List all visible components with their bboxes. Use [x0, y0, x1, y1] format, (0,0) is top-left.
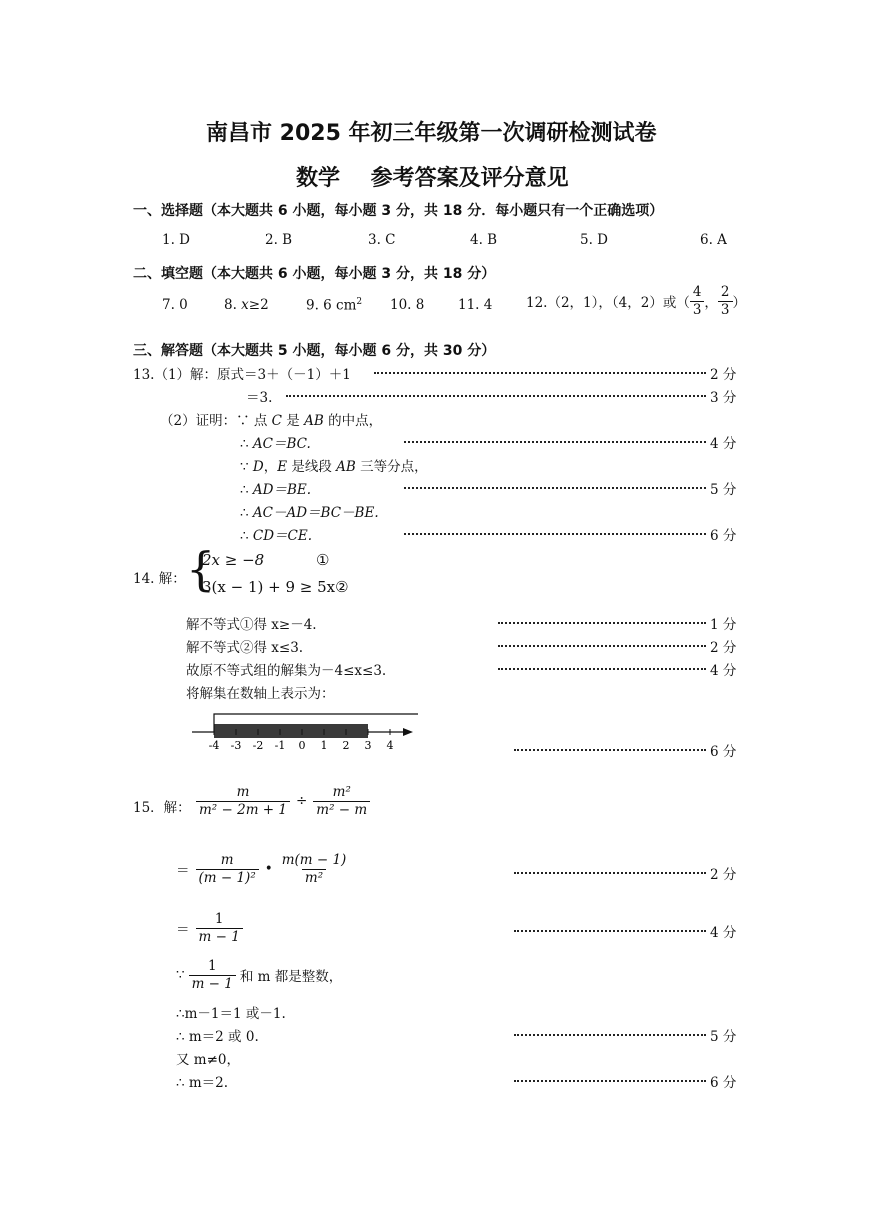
- dot-leader: [514, 928, 706, 932]
- q14-line2: 解不等式②得 x≤3.: [186, 640, 304, 656]
- score-mark: 6 分: [710, 1075, 737, 1091]
- because-symbol: ∵: [176, 967, 185, 984]
- score-mark: 4 分: [710, 436, 737, 452]
- answer-12-prefix: 12.（2，1），（4，2）或（: [526, 295, 690, 312]
- dot-leader: [404, 485, 706, 489]
- q13-part2-line2: [240, 432, 311, 452]
- system-brace: {: [186, 542, 216, 596]
- score-mark: 6 分: [710, 528, 737, 544]
- answer-10: 10. 8: [390, 297, 425, 313]
- answer-12-suffix: ）: [732, 295, 747, 312]
- dot-leader: [498, 643, 706, 647]
- fraction-denominator: (m − 1)²: [196, 869, 259, 887]
- fraction-denominator: 3: [718, 301, 733, 319]
- answer-12-comma: ，: [704, 295, 718, 312]
- q13-part1-line1: 13.（1）解：原式＝3＋（－1）＋1: [133, 367, 351, 383]
- fraction-numerator: m(m − 1): [281, 852, 347, 868]
- dot-leader: [404, 439, 706, 443]
- fraction-numerator: m: [220, 852, 234, 868]
- answer-9-exponent: 2: [356, 297, 363, 307]
- tick-label: 2: [342, 739, 350, 752]
- divide-symbol: ÷: [295, 793, 308, 810]
- score-mark: 3 分: [710, 390, 737, 406]
- point-label: C: [271, 413, 283, 429]
- answer-12-fraction-2: [718, 284, 733, 319]
- answer-8: [224, 297, 269, 313]
- segment-label: AB: [336, 459, 356, 475]
- fraction-numerator: 1: [207, 958, 217, 974]
- dot-leader: [374, 370, 706, 374]
- point-label: E: [277, 459, 288, 475]
- therefore-symbol: ∴: [240, 482, 249, 498]
- q15-step3: [176, 958, 342, 993]
- answer-3: 3. C: [368, 232, 396, 248]
- fraction-numerator: 2: [720, 284, 730, 300]
- fraction: [279, 852, 350, 887]
- answer-2: 2. B: [265, 232, 293, 248]
- section-heading-fill: 二、填空题（本大题共 6 小题，每小题 3 分，共 18 分）: [133, 266, 496, 282]
- statement: 和 m 都是整数，: [239, 969, 343, 986]
- score-mark: 2 分: [710, 367, 737, 383]
- dot-leader: [514, 870, 706, 874]
- text: （2）证明：∵ 点: [160, 413, 272, 429]
- fraction-denominator: m²: [302, 869, 326, 887]
- q14-line4: 将解集在数轴上表示为：: [186, 686, 335, 702]
- answer-1: 1. D: [162, 232, 190, 248]
- text: 是: [282, 413, 305, 429]
- multiply-symbol: •: [264, 861, 273, 878]
- tick-label: 1: [320, 739, 328, 752]
- page-title: 南昌市 2025 年初三年级第一次调研检测试卷: [206, 121, 657, 146]
- answer-4: 4. B: [470, 232, 498, 248]
- q13-part2-line6: [240, 524, 312, 544]
- score-mark: 6 分: [710, 744, 737, 760]
- dot-leader: [514, 1032, 706, 1036]
- q13-part2-line3: [240, 455, 428, 475]
- answer-12-fraction-1: [690, 284, 705, 319]
- number-line-figure: [188, 708, 418, 758]
- score-mark: 2 分: [710, 867, 737, 883]
- q14-label: 14. 解：: [133, 571, 186, 587]
- fraction-numerator: m²: [332, 784, 351, 800]
- tick-label: 0: [298, 739, 306, 752]
- fraction: [196, 852, 259, 887]
- score-mark: 2 分: [710, 640, 737, 656]
- answer-7: 7. 0: [162, 297, 188, 313]
- fraction-numerator: 4: [692, 284, 702, 300]
- fraction-denominator: 3: [690, 301, 705, 319]
- solution-set-bar: [214, 724, 368, 738]
- q13-part2-line1: [160, 409, 382, 429]
- dot-leader: [498, 620, 706, 624]
- q15-step5: ∴ m＝2 或 0.: [176, 1029, 259, 1045]
- answer-8-variable: x: [241, 297, 249, 313]
- fraction-numerator: m: [236, 784, 250, 800]
- therefore-symbol: ∴: [240, 505, 249, 521]
- tick-label: 4: [386, 739, 394, 752]
- tick-label: 3: [364, 739, 372, 752]
- q15-step2: [176, 911, 243, 946]
- fraction-denominator: m² − m: [313, 801, 370, 819]
- q14-inequality-1: [202, 551, 264, 569]
- score-mark: 5 分: [710, 1029, 737, 1045]
- q14-line1: 解不等式①得 x≥－4.: [186, 617, 317, 633]
- fraction-denominator: m² − 2m + 1: [196, 801, 290, 819]
- dot-leader: [514, 1078, 706, 1082]
- text: 是线段: [287, 459, 337, 475]
- section-heading-solve: 三、解答题（本大题共 5 小题，每小题 6 分，共 30 分）: [133, 343, 496, 359]
- statement: CD＝CE.: [252, 528, 313, 544]
- fraction-numerator: 1: [214, 911, 224, 927]
- q15-step6: 又 m≠0，: [176, 1052, 240, 1068]
- inequality: 2x ≥ −8: [202, 551, 265, 569]
- answer-5: 5. D: [580, 232, 608, 248]
- answer-9-value: 9. 6 cm: [306, 297, 357, 314]
- dot-leader: [404, 531, 706, 535]
- therefore-symbol: ∴: [240, 528, 249, 544]
- q13-part1-line2: ＝3.: [246, 390, 273, 406]
- answer-12: [526, 284, 746, 319]
- fraction: [196, 911, 243, 946]
- q14-line3: 故原不等式组的解集为－4≤x≤3.: [186, 663, 387, 679]
- answer-6: 6. A: [700, 232, 727, 248]
- q15-step1: [176, 852, 349, 887]
- fraction-denominator: m − 1: [196, 928, 243, 946]
- answer-9: [306, 297, 362, 314]
- score-mark: 5 分: [710, 482, 737, 498]
- equals-symbol: ＝: [176, 863, 190, 880]
- q15-label: 15．解：: [133, 800, 191, 816]
- equals-symbol: ＝: [176, 922, 190, 939]
- fraction: [313, 784, 370, 819]
- answer-8-prefix: 8.: [224, 297, 242, 313]
- page-subtitle: 数学 参考答案及评分意见: [296, 166, 569, 191]
- q15-step7: ∴ m＝2.: [176, 1075, 229, 1091]
- q15-expression: [196, 784, 370, 819]
- because-symbol: ∵: [240, 459, 253, 475]
- q15-step4: ∴m－1＝1 或－1.: [176, 1006, 286, 1022]
- statement: AC＝BC.: [252, 436, 311, 452]
- q13-part2-line5: [240, 501, 379, 521]
- statement: AD＝BE.: [252, 482, 312, 498]
- text: 的中点，: [323, 413, 383, 429]
- section-heading-choice: 一、选择题（本大题共 6 小题，每小题 3 分，共 18 分．每小题只有一个正确选项）: [133, 203, 664, 219]
- dot-leader: [514, 747, 706, 751]
- answer-8-relation: ≥2: [248, 297, 269, 313]
- fraction: [189, 958, 236, 993]
- score-mark: 4 分: [710, 925, 737, 941]
- q14-inequality-1-mark: ①: [316, 551, 330, 569]
- text: 三等分点，: [355, 459, 428, 475]
- tick-label: -2: [252, 739, 264, 752]
- segment-label: AB: [304, 413, 324, 429]
- statement: AC－AD＝BC－BE.: [252, 505, 379, 521]
- q13-part2-line4: [240, 478, 311, 498]
- q14-inequality-2: 3(x − 1) + 9 ≥ 5x②: [202, 578, 349, 596]
- point-label: D: [252, 459, 264, 475]
- tick-label: -1: [274, 739, 286, 752]
- fraction-denominator: m − 1: [189, 975, 236, 993]
- tick-label: -4: [208, 739, 220, 752]
- therefore-symbol: ∴: [240, 436, 249, 452]
- dot-leader: [286, 393, 706, 397]
- text: ，: [263, 459, 278, 475]
- answer-11: 11. 4: [458, 297, 493, 313]
- score-mark: 1 分: [710, 617, 737, 633]
- tick-label: -3: [230, 739, 242, 752]
- score-mark: 4 分: [710, 663, 737, 679]
- fraction: [196, 784, 290, 819]
- axis-arrow-icon: [403, 728, 413, 736]
- dot-leader: [498, 666, 706, 670]
